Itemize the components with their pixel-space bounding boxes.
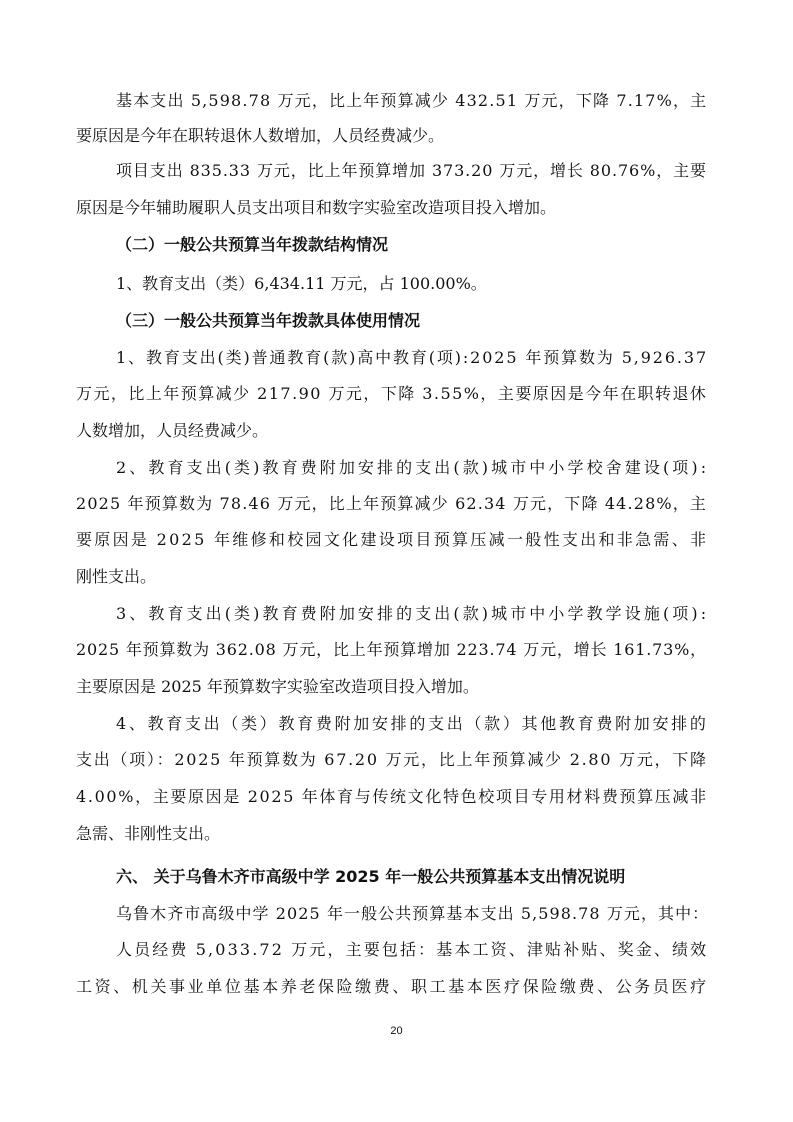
line-text: 2025 年预算数为 78.46 万元，比上年预算减少 62.34 万元，下降 44.28%，主 xyxy=(76,494,708,513)
paragraph-line xyxy=(0,604,793,624)
line-text: 3、教育支出(类)教育费附加安排的支出(款)城市中小学教学设施(项): xyxy=(116,604,710,623)
line-text: 工资、机关事业单位基本养老保险缴费、职工基本医疗保险缴费、公务员医疗 xyxy=(76,977,709,996)
paragraph-line xyxy=(0,904,793,924)
paragraph-line xyxy=(0,494,793,514)
paragraph-line xyxy=(0,567,793,587)
line-text: 要原因是今年在职转退休人数增加，人员经费减少。 xyxy=(76,126,445,145)
line-text: 人数增加，人员经费减少。 xyxy=(76,421,269,440)
paragraph-line xyxy=(0,348,793,368)
line-text: 项目支出 835.33 万元，比上年预算增加 373.20 万元，增长 80.76%，主要 xyxy=(116,161,707,180)
paragraph-line xyxy=(0,161,793,181)
heading-text: （二）一般公共预算当年拨款结构情况 xyxy=(116,235,389,254)
page-number: 20 xyxy=(390,1025,403,1037)
line-text: 1、教育支出（类）6,434.11 万元，占 100.00%。 xyxy=(116,274,487,293)
line-text: 4.00%，主要原因是 2025 年体育与传统文化特色校项目专用材料费预算压减非 xyxy=(76,787,708,806)
paragraph-line xyxy=(0,824,793,844)
paragraph-line xyxy=(0,384,793,404)
line-text: 刚性支出。 xyxy=(76,567,157,586)
paragraph-line xyxy=(0,940,793,960)
paragraph-line xyxy=(0,640,793,660)
paragraph-line xyxy=(0,274,793,294)
line-text: 急需、非刚性支出。 xyxy=(76,824,221,843)
line-text: 4、教育支出（类）教育费附加安排的支出（款）其他教育费附加安排的 xyxy=(116,714,709,733)
line-text: 支出（项）：2025 年预算数为 67.20 万元，比上年预算减少 2.80 万元，下降 xyxy=(76,750,708,769)
section-heading xyxy=(0,311,793,331)
heading-text: （三）一般公共预算当年拨款具体使用情况 xyxy=(116,311,421,330)
paragraph-line xyxy=(0,677,793,697)
paragraph-line xyxy=(0,714,793,734)
section-heading xyxy=(0,235,793,255)
line-text: 主要原因是 2025 年预算数字实验室改造项目投入增加。 xyxy=(76,677,479,696)
paragraph-line xyxy=(0,91,793,111)
heading-text: 六、 关于乌鲁木齐市高级中学 2025 年一般公共预算基本支出情况说明 xyxy=(116,867,626,886)
line-text: 基本支出 5,598.78 万元，比上年预算减少 432.51 万元，下降 7.17%，主 xyxy=(116,91,708,110)
section-heading xyxy=(0,867,793,887)
line-text: 2025 年预算数为 362.08 万元，比上年预算增加 223.74 万元，增长 161.73%， xyxy=(76,640,707,659)
paragraph-line xyxy=(0,458,793,478)
line-text: 1、教育支出(类)普通教育(款)高中教育(项):2025 年预算数为 5,926.37 xyxy=(116,348,709,367)
paragraph-line xyxy=(0,750,793,770)
line-text: 原因是今年辅助履职人员支出项目和数字实验室改造项目投入增加。 xyxy=(76,198,557,217)
paragraph-line xyxy=(0,198,793,218)
paragraph-line xyxy=(0,530,793,550)
paragraph-line xyxy=(0,977,793,997)
paragraph-line xyxy=(0,126,793,146)
line-text: 2、教育支出(类)教育费附加安排的支出(款)城市中小学校舍建设(项): xyxy=(116,458,710,477)
line-text: 人员经费 5,033.72 万元，主要包括：基本工资、津贴补贴、奖金、绩效 xyxy=(116,940,709,959)
line-text: 要原因是 2025 年维修和校园文化建设项目预算压减一般性支出和非急需、非 xyxy=(76,530,709,549)
line-text: 万元，比上年预算减少 217.90 万元，下降 3.55%，主要原因是今年在职转退休 xyxy=(76,384,708,403)
line-text: 乌鲁木齐市高级中学 2025 年一般公共预算基本支出 5,598.78 万元，其中： xyxy=(116,904,710,923)
paragraph-line xyxy=(0,787,793,807)
paragraph-line xyxy=(0,421,793,441)
